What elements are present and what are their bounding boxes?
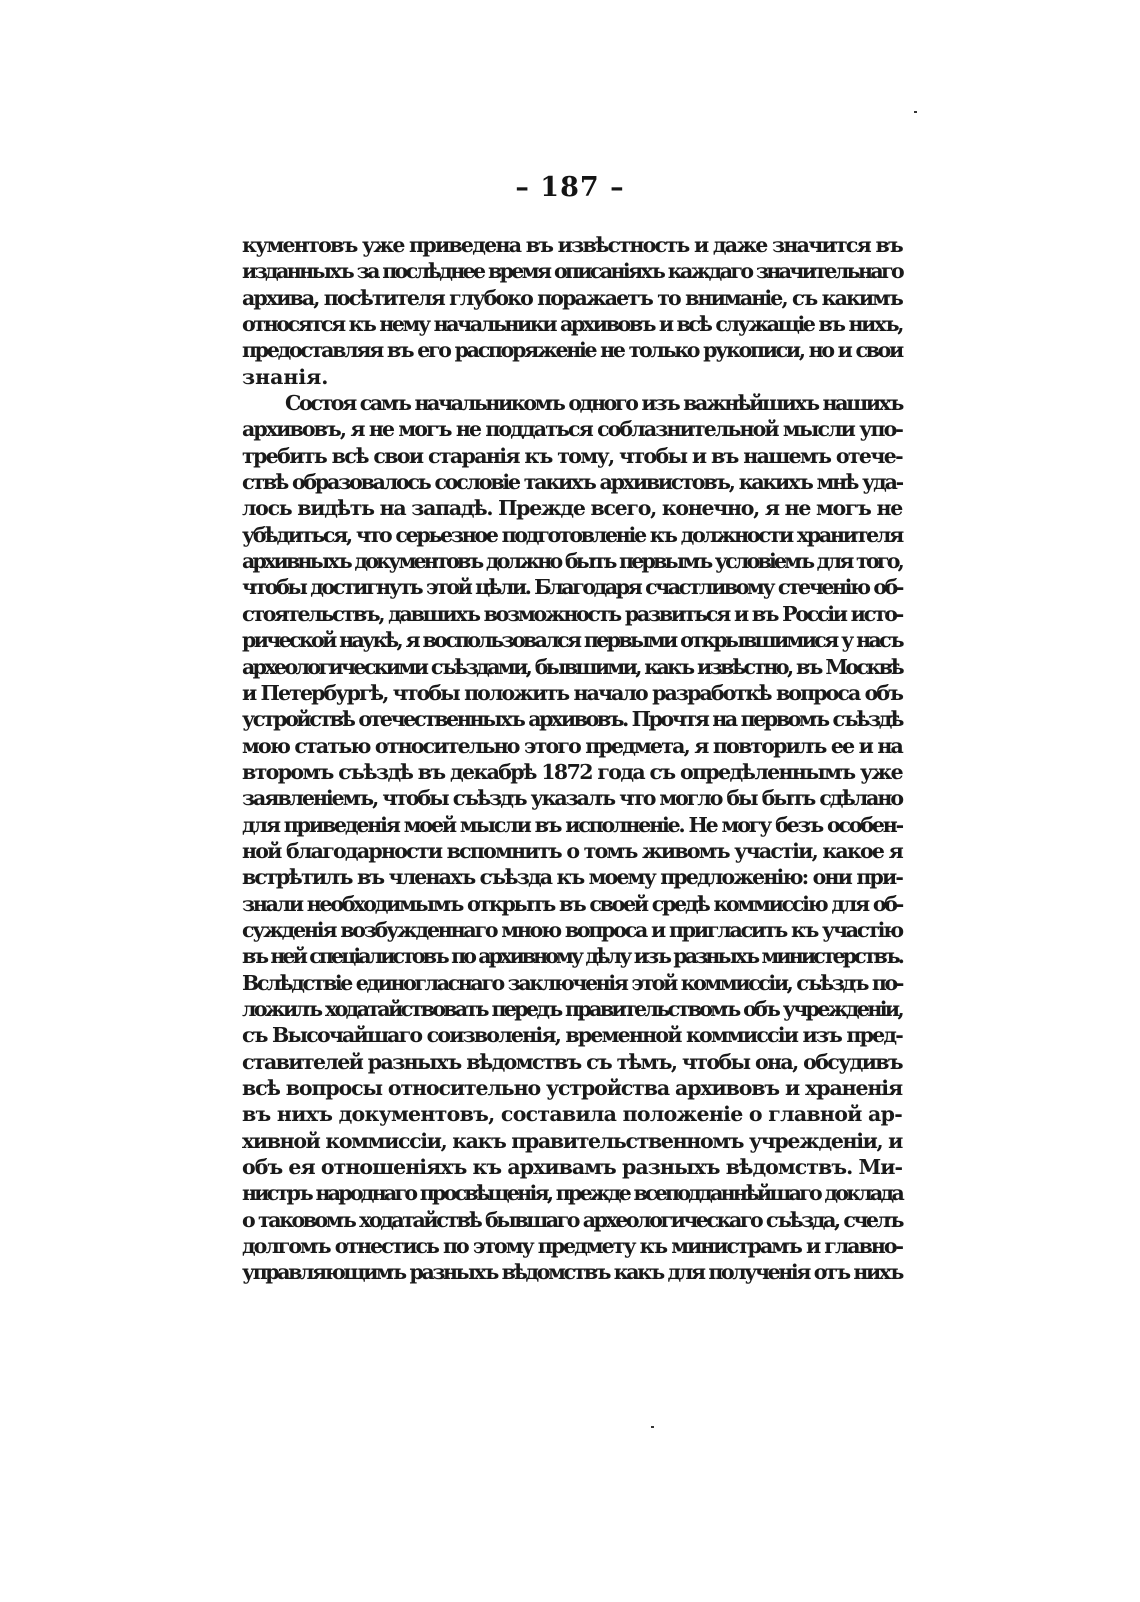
text-line: и Петербургѣ, чтобы положить начало разработкѣ вопроса объ bbox=[242, 680, 903, 705]
scan-speck bbox=[914, 111, 917, 113]
text-line: второмъ съѣздѣ въ декабрѣ 1872 года съ опредѣленнымъ уже bbox=[242, 759, 902, 784]
text-line: ложилъ ходатайствовать передъ правительствомъ объ учрежденіи, bbox=[242, 996, 902, 1021]
text-line: въ нихъ документовъ, составила положеніе о главной ар- bbox=[242, 1102, 903, 1127]
text-line: ставителей разныхъ вѣдомствъ съ тѣмъ, чтобы она, обсудивъ bbox=[242, 1049, 903, 1074]
text-line: нистръ народнаго просвѣщенія, прежде всеподданнѣйшаго доклада bbox=[242, 1181, 903, 1206]
text-line: Состоя самъ начальникомъ одного изъ важнѣйшихъ нашихъ bbox=[285, 391, 902, 416]
text-line: архивовъ, я не могъ не поддаться соблазнительной мысли упо- bbox=[242, 417, 902, 442]
text-line: для приведенія моей мысли въ исполненіе. Не могу безъ особен- bbox=[242, 812, 903, 837]
text-line: ной благодарности вспомнить о томъ живомъ участіи, какое я bbox=[242, 838, 902, 863]
text-line: знанія. bbox=[242, 364, 329, 389]
text-line: объ ея отношеніяхъ къ архивамъ разныхъ вѣдомствъ. Ми- bbox=[242, 1155, 903, 1180]
text-line: ствѣ образовалось сословіе такихъ архивистовъ, какихъ мнѣ уда- bbox=[242, 470, 903, 495]
text-line: мою статью относительно этого предмета, я повторилъ ее и на bbox=[242, 733, 903, 758]
text-line: архива, посѣтителя глубоко поражаетъ то вниманіе, съ какимъ bbox=[242, 285, 903, 310]
text-line: заявленіемъ, чтобы съѣздъ указалъ что могло бы быть сдѣлано bbox=[242, 786, 903, 811]
text-line: устройствѣ отечественныхъ архивовъ. Прочтя на первомъ съѣздѣ bbox=[242, 707, 903, 732]
scan-speck bbox=[651, 1426, 654, 1428]
text-line: всѣ вопросы относительно устройства архивовъ и храненія bbox=[242, 1076, 902, 1100]
text-line: стоятельствъ, давшихъ возможность развиться и въ Россіи исто- bbox=[242, 601, 902, 626]
text-line: управляющимъ разныхъ вѣдомствъ какъ для полученія отъ нихъ bbox=[242, 1260, 902, 1285]
text-line: сужденія возбужденнаго мною вопроса и пригласить къ участію bbox=[242, 917, 902, 942]
text-line: встрѣтилъ въ членахъ съѣзда къ моему предложенію: они при- bbox=[242, 865, 902, 890]
text-line: кументовъ уже приведена въ извѣстность и даже значится въ bbox=[242, 233, 903, 257]
text-line: съ Высочайшаго соизволенія, временной коммиссіи изъ пред- bbox=[242, 1023, 903, 1048]
page-number: – 187 – bbox=[515, 172, 625, 203]
text-line: Вслѣдствіе единогласнаго заключенія этой коммиссіи, съѣздъ по- bbox=[242, 970, 902, 995]
paragraph-2 bbox=[242, 390, 902, 1286]
text-line: относятся къ нему начальники архивовъ и всѣ служащіе въ нихъ, bbox=[242, 312, 902, 337]
text-line: хивной коммиссіи, какъ правительственномъ учрежденіи, и bbox=[242, 1128, 902, 1153]
text-line: знали необходимымъ открыть въ своей средѣ коммиссію для об- bbox=[242, 891, 903, 916]
text-line: предоставляя въ его распоряженіе не только рукописи, но и свои bbox=[242, 338, 902, 363]
text-line: рической наукѣ, я воспользовался первыми открывшимися у насъ bbox=[242, 628, 903, 653]
paragraph-1 bbox=[242, 232, 902, 390]
text-line: архивныхъ документовъ должно быть первымъ условіемъ для того, bbox=[242, 549, 902, 574]
text-line: изданныхъ за послѣднее время описаніяхъ каждаго значительнаго bbox=[242, 259, 902, 284]
body-text bbox=[242, 232, 902, 1286]
text-line: убѣдиться, что серьезное подготовленіе къ должности хранителя bbox=[242, 522, 902, 547]
text-line: требить всѣ свои старанія къ тому, чтобы и въ нашемъ отече- bbox=[242, 443, 902, 468]
text-line: лось видѣть на западѣ. Прежде всего, конечно, я не могъ не bbox=[242, 496, 902, 521]
text-line: о таковомъ ходатайствѣ бывшаго археологическаго съѣзда, счелъ bbox=[242, 1207, 902, 1232]
text-line: чтобы достигнуть этой цѣли. Благодаря счастливому стеченію об- bbox=[242, 575, 902, 600]
text-line: археологическими съѣздами, бывшими, какъ извѣстно, въ Москвѣ bbox=[242, 654, 903, 679]
text-line: въ ней спеціалистовъ по архивному дѣлу изъ разныхъ министерствъ. bbox=[242, 944, 902, 969]
text-line: долгомъ отнестись по этому предмету къ министрамъ и главно- bbox=[242, 1234, 903, 1259]
